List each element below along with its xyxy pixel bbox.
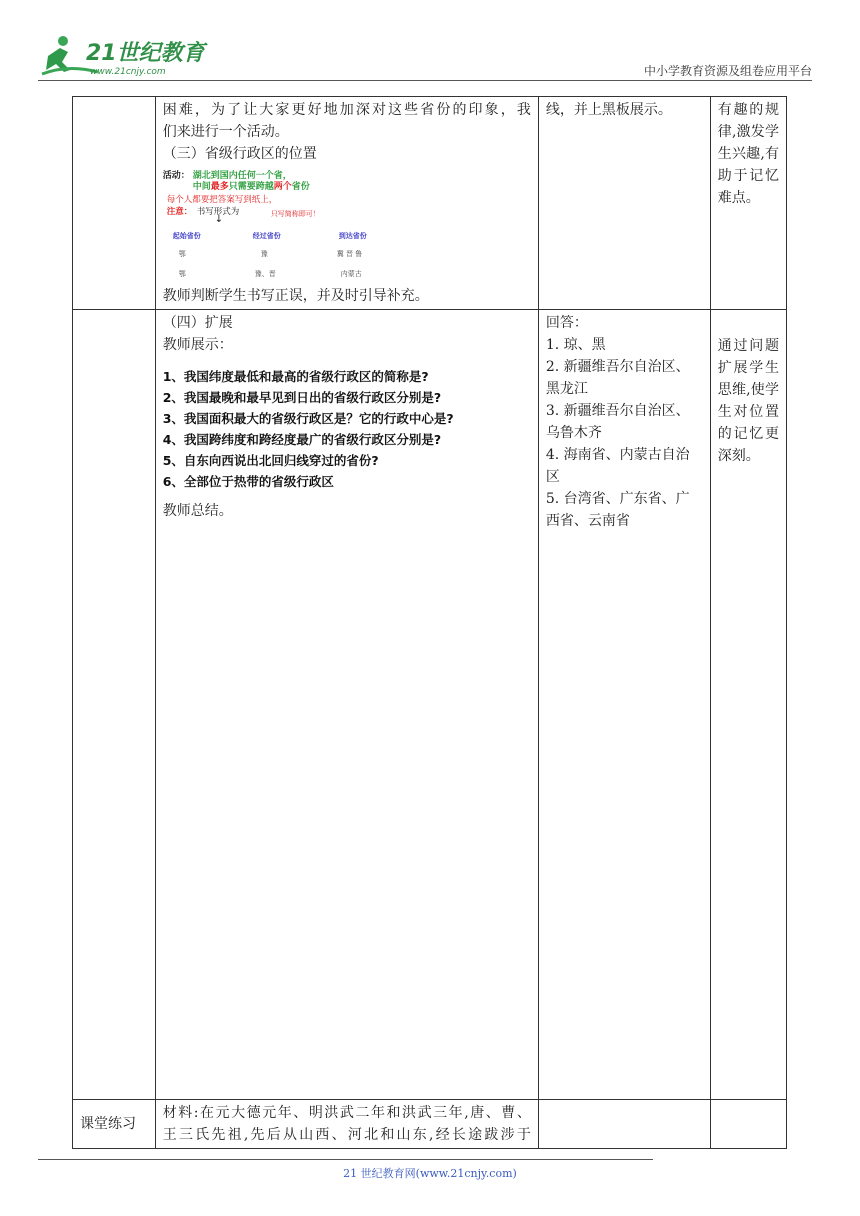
teacher-summary: 教师总结。 <box>162 503 233 519</box>
row1-start: 鄂 <box>178 250 186 258</box>
note-text: 书写形式为 <box>196 207 240 217</box>
teacher-show: 教师展示： <box>162 337 233 353</box>
activity-line2: 中间最多只需要跨越两个省份 <box>192 182 310 192</box>
activity-line3: 每个人都要把答案写到纸上， <box>166 195 278 205</box>
row3-col1: 课堂练习 <box>73 1100 156 1149</box>
activity-line1: 湖北到国内任何一个省， <box>192 171 292 181</box>
footer-divider <box>38 1159 653 1160</box>
note-red: 只写简称即可！ <box>270 210 320 218</box>
question-item: 5、自东向西说出北回归线穿过的省份? <box>162 453 379 468</box>
text-line: 教师判断学生书写正误，并及时引导补充。 <box>162 288 429 304</box>
lesson-plan-table <box>72 96 787 1149</box>
note-label: 注意： <box>166 207 193 217</box>
header-end: 到达省份 <box>338 232 367 240</box>
row2-via: 豫、晋 <box>254 270 276 278</box>
site-logo <box>38 34 208 80</box>
table-row <box>73 310 787 1100</box>
header-start: 起始省份 <box>172 232 201 240</box>
question-item: 4、我国跨纬度和跨经度最广的省级行政区分别是? <box>162 432 442 447</box>
row3-col2: 材料:在元大德元年、明洪武二年和洪武三年,唐、曹、 王三氏先祖,先后从山西、河北和山东,经长途跋涉于 <box>155 1100 538 1149</box>
row2-col3: 回答： 1. 琼、黑 2. 新疆维吾尔自治区、 黑龙江 3. 新疆维吾尔自治区、 乌鲁木齐 4. 海南省、内蒙古自治 区 5. 台湾省、广东省、广 西省、云南省 <box>538 310 710 1100</box>
question-item: 3、我国面积最大的省级行政区是？它的行政中心是? <box>162 411 454 426</box>
svg-text:21世纪教育: 21世纪教育 <box>86 41 205 66</box>
header-via: 经过省份 <box>252 232 281 240</box>
arrow-down-icon: ↓ <box>214 214 224 225</box>
question-item: 6、全部位于热带的省级行政区 <box>162 474 334 489</box>
section-title: （四）扩展 <box>162 315 233 331</box>
runner-logo-icon <box>38 34 208 80</box>
header-divider <box>38 80 812 81</box>
row3-col3 <box>538 1100 710 1149</box>
question-item: 2、我国最晚和最早见到日出的省级行政区分别是? <box>162 390 442 405</box>
row2-end: 内蒙古 <box>340 270 362 278</box>
question-item: 1、我国纬度最低和最高的省级行政区的简称是? <box>162 369 429 384</box>
activity-figure <box>163 165 373 283</box>
row1-end: 冀 晋 鲁 <box>336 250 363 258</box>
table-row <box>73 1100 787 1149</box>
footer-link[interactable]: 21 世纪教育网(www.21cnjy.com) <box>343 1167 517 1180</box>
svg-text:www.21cnjy.com: www.21cnjy.com <box>90 67 166 77</box>
text-line: 困难，为了让大家更好地加深对这些省份的印象，我 <box>162 102 531 118</box>
table-row <box>73 97 787 310</box>
row2-col4: 通过问题 扩展学生 思维,使学 生对位置 的记忆更 深刻。 <box>710 310 786 1100</box>
row3-col4 <box>710 1100 786 1149</box>
row1-via: 豫 <box>260 250 268 258</box>
row1-col4: 有趣的规 律,激发学 生兴趣,有 助于记忆 难点。 <box>710 97 786 310</box>
row2-col1 <box>73 310 156 1100</box>
section-title: （三）省级行政区的位置 <box>162 146 317 162</box>
question-list <box>163 366 531 492</box>
row1-col3: 线，并上黑板展示。 <box>538 97 710 310</box>
platform-name: 中小学教育资源及组卷应用平台 <box>643 64 812 78</box>
row1-col1 <box>73 97 156 310</box>
row2-col2 <box>155 310 538 1100</box>
text-line: 们来进行一个活动。 <box>162 124 289 140</box>
row1-col2 <box>155 97 538 310</box>
row2-start: 鄂 <box>178 270 186 278</box>
activity-label: 活动： <box>162 171 190 181</box>
